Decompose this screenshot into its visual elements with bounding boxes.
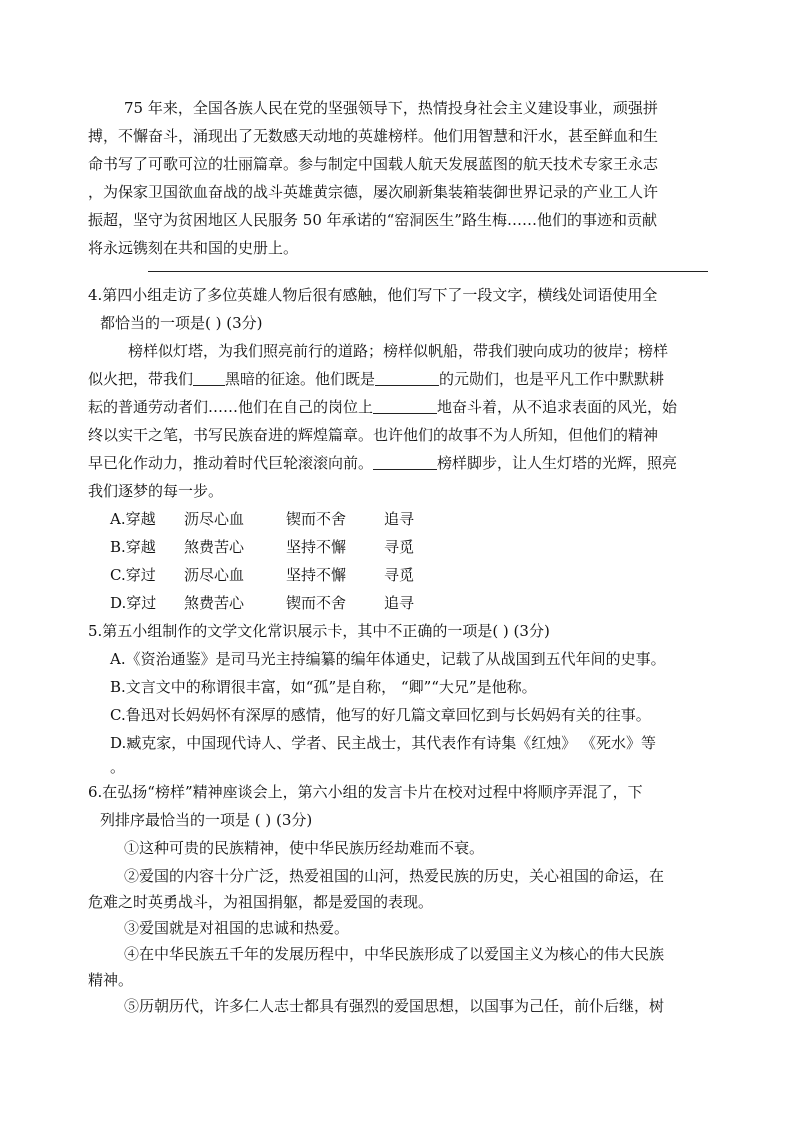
option-cell: B.穿越 — [110, 538, 156, 556]
q4-text-segment: 的元勋们，也是平凡工作中默默耕 — [439, 370, 665, 388]
passage-line-1: 75 年来，全国各族人民在党的坚强领导下，热情投身社会主义建设事业，顽强拼 — [124, 99, 658, 117]
fill-blank-2 — [375, 369, 439, 386]
option-cell: D.穿过 — [110, 594, 157, 612]
q5-option-d-continued: 。 — [110, 758, 126, 776]
q6-item-3: ③爱国就是对祖国的忠诚和热爱。 — [124, 919, 350, 937]
passage-line-6: 将永远镌刻在共和国的史册上。 — [88, 239, 299, 257]
q4-text-line-4: 终以实干之笔，书写民族奋进的辉煌篇章。也许他们的故事不为人所知，但他们的精神 — [88, 426, 659, 444]
option-cell: 追寻 — [384, 510, 415, 528]
option-cell: 锲而不舍 — [286, 594, 347, 612]
q4-text-line-6: 我们逐梦的每一步。 — [88, 482, 224, 500]
q6-item-4: ④在中华民族五千年的发展历程中，中华民族形成了以爱国主义为核心的伟大民族 — [124, 945, 665, 963]
q4-text-line-1: 榜样似灯塔，为我们照亮前行的道路；榜样似帆船，带我们驶向成功的彼岸；榜样 — [128, 342, 669, 360]
option-cell: 沥尽心血 — [184, 510, 245, 528]
passage-line-4: ，为保家卫国欲血奋战的战斗英雄黄宗德，屡次刷新集装箱装御世界记录的产业工人许 — [88, 183, 659, 201]
fill-blank-1 — [193, 369, 225, 386]
q5-option-d: D.臧克家，中国现代诗人、学者、民主战士，其代表作有诗集《红烛》 《死水》等 — [110, 734, 657, 752]
q4-text-segment: 耘的普通劳动者们……他们在自己的岗位上 — [88, 398, 374, 416]
option-cell: 锲而不舍 — [286, 510, 347, 528]
option-cell: A.穿越 — [110, 510, 156, 528]
q4-text-segment: 似火把，带我们 — [88, 370, 194, 388]
option-cell: C.穿过 — [110, 566, 156, 584]
q5-option-a: A.《资治通鉴》是司马光主持编纂的编年体通史，记载了从战国到五代年间的史事。 — [110, 650, 666, 668]
q6-item-2: ②爱国的内容十分广泛，热爱祖国的山河，热爱民族的历史，关心祖国的命运，在 — [124, 867, 665, 885]
option-cell: 追寻 — [384, 594, 415, 612]
q4-text-line-3 — [88, 397, 677, 417]
option-cell: 寻觅 — [384, 538, 415, 556]
option-cell: 煞费苦心 — [184, 594, 245, 612]
option-cell: 寻觅 — [384, 566, 415, 584]
option-cell: 坚持不懈 — [286, 566, 347, 584]
q4-text-line-5 — [88, 453, 677, 473]
q4-text-line-2 — [88, 369, 664, 389]
fill-blank-3 — [373, 397, 437, 414]
q4-text-segment: 地奋斗着，从不追求表面的风光，始 — [437, 398, 678, 416]
q4-stem-line-2: 都恰当的一项是( ) (3分) — [100, 314, 263, 332]
option-cell: 煞费苦心 — [184, 538, 245, 556]
q6-item-4-continued: 精神。 — [88, 971, 134, 989]
q4-text-segment: 早已化作动力，推动着时代巨轮滚滚向前。 — [88, 454, 374, 472]
q4-text-segment: 榜样脚步，让人生灯塔的光辉，照亮 — [437, 454, 678, 472]
option-cell: 坚持不懈 — [286, 538, 347, 556]
q6-item-1: ①这种可贵的民族精神，使中华民族历经劫难而不衰。 — [124, 839, 485, 857]
q6-stem-line-2: 列排序最恰当的一项是 ( ) (3分) — [100, 811, 313, 829]
q5-option-c: C.鲁迅对长妈妈怀有深厚的感情，他写的好几篇文章回忆到与长妈妈有关的往事。 — [110, 706, 651, 724]
passage-line-2: 搏，不懈奋斗，涌现出了无数感天动地的英雄榜样。他们用智慧和汗水，甚至鲜血和生 — [88, 127, 659, 145]
q6-item-2-continued: 危难之时英勇战斗，为祖国捐躯，都是爱国的表现。 — [88, 893, 434, 911]
option-cell: 沥尽心血 — [184, 566, 245, 584]
passage-line-5: 振超，坚守为贫困地区人民服务 50 年承诺的“窑洞医生”路生梅……他们的事迹和贡献 — [88, 211, 657, 229]
passage-line-3: 命书写了可歌可泣的壮丽篇章。参与制定中国载人航天发展蓝图的航天技术专家王永志 — [88, 155, 659, 173]
fill-blank-4 — [373, 453, 437, 470]
q6-stem-line-1: 6.在弘扬“榜样”精神座谈会上，第六小组的发言卡片在校对过程中将顺序弄混了，下 — [88, 783, 643, 801]
answer-line — [148, 271, 708, 272]
q5-option-b: B.文言文中的称谓很丰富，如“孤”是自称， “卿”“大兄”是他称。 — [110, 678, 537, 696]
q6-item-5: ⑤历朝历代，许多仁人志士都具有强烈的爱国思想，以国事为己任，前仆后继，树 — [124, 997, 665, 1015]
q4-text-segment: 黑暗的征途。他们既是 — [225, 370, 376, 388]
q4-stem-line-1: 4.第四小组走访了多位英雄人物后很有感触，他们写下了一段文字，横线处词语使用全 — [88, 286, 658, 304]
q5-stem: 5.第五小组制作的文学文化常识展示卡，其中不正确的一项是( ) (3分) — [88, 622, 550, 640]
